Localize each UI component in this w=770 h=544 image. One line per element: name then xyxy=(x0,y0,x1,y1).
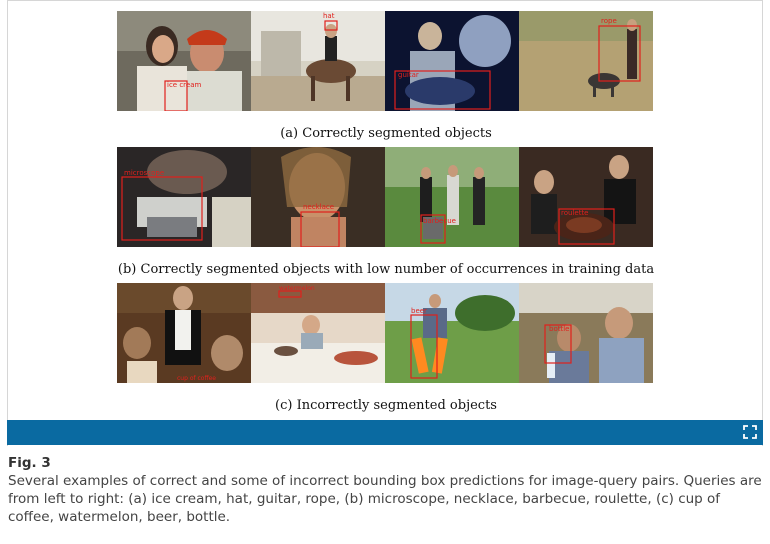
subcaption-c: (c) Incorrectly segmented objects xyxy=(275,398,497,413)
figure-caption: Several examples of correct and some of incorrect bounding box predictions for image-query pairs. Queries are from left to right: (a) ice cream, hat, guitar, rope, (b) microscope, necklace, barbecue, roulette, (c) cup of coffee, watermelon, beer, bottle. xyxy=(8,473,762,525)
image-barbecue xyxy=(385,147,519,247)
image-beer xyxy=(385,283,519,383)
row-a xyxy=(117,11,653,111)
image-watermelon xyxy=(251,283,385,383)
image-rope xyxy=(519,11,653,111)
image-ice-cream xyxy=(117,11,251,111)
image-guitar xyxy=(385,11,519,111)
box-label: cup of coffee xyxy=(177,375,216,382)
image-bottle xyxy=(519,283,653,383)
expand-icon[interactable] xyxy=(743,425,757,439)
subcaption-a: (a) Correctly segmented objects xyxy=(280,126,492,141)
box-label: bottle xyxy=(549,325,570,333)
image-roulette xyxy=(519,147,653,247)
box-label: hat xyxy=(323,12,335,20)
box-label: beer xyxy=(411,307,427,315)
image-hat xyxy=(251,11,385,111)
figure-frame xyxy=(7,0,763,446)
subcaption-b: (b) Correctly segmented objects with low number of occurrences in training data xyxy=(117,262,655,277)
row-c xyxy=(117,283,653,383)
row-b xyxy=(117,147,653,247)
box-label: barbecue xyxy=(423,217,456,225)
image-microscope xyxy=(117,147,251,247)
image-cup-of-coffee xyxy=(117,283,251,383)
figure-toolbar xyxy=(7,420,763,445)
box-label: roulette xyxy=(561,209,589,217)
box-label: rope xyxy=(601,17,617,25)
box-label: ice cream xyxy=(167,81,202,89)
box-label: necklace xyxy=(303,203,335,211)
figure-label: Fig. 3 xyxy=(8,455,51,471)
box-label: guitar xyxy=(398,71,419,79)
box-label: microscope xyxy=(124,169,165,177)
image-necklace xyxy=(251,147,385,247)
box-label: watermelon xyxy=(279,285,315,292)
